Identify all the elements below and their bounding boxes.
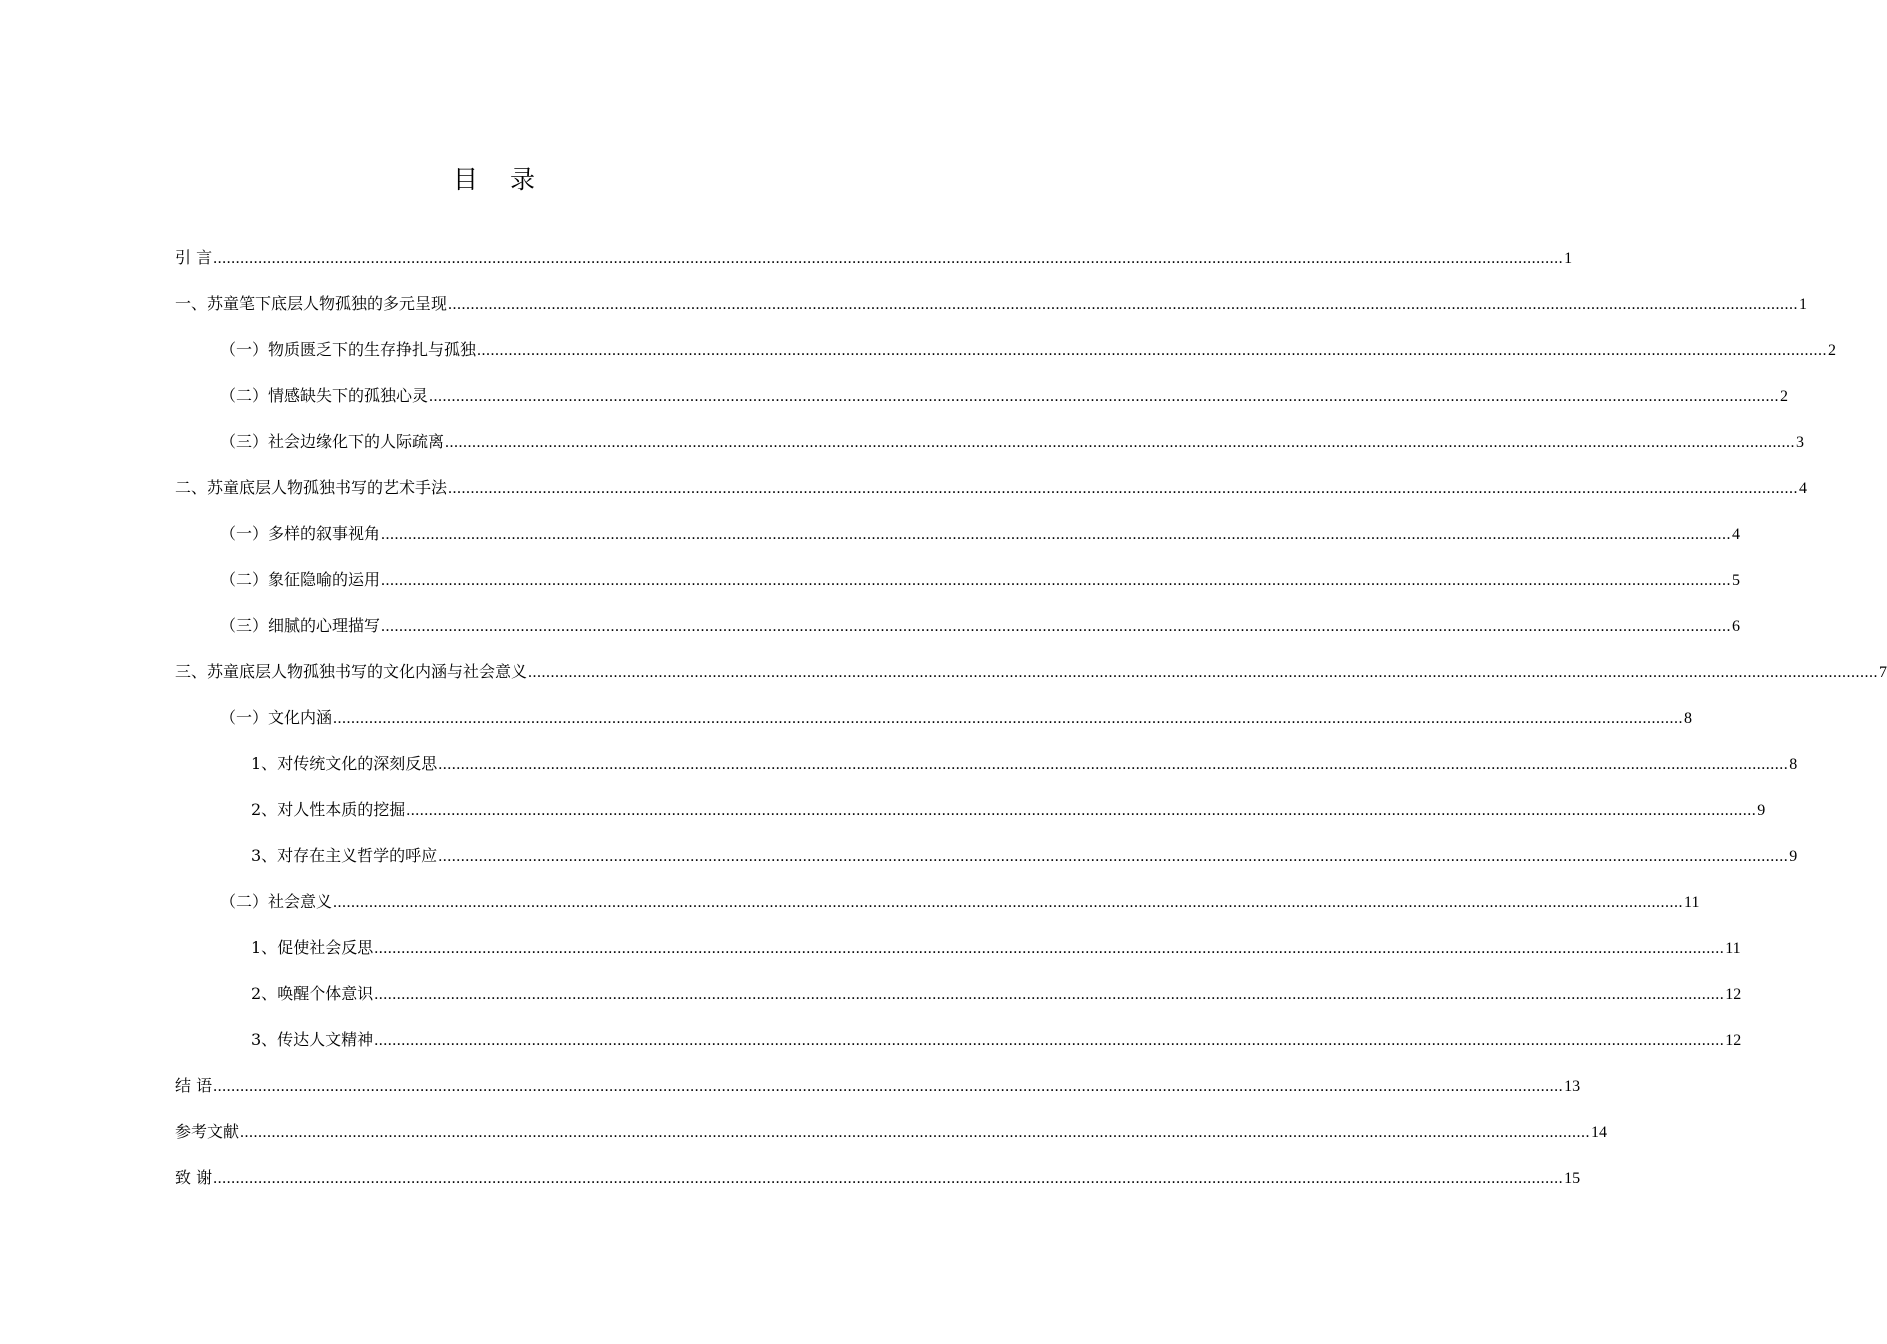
toc-entry-label: 苏童底层人物孤独书写的艺术手法 (207, 478, 448, 497)
toc-entry-prefix: （一） (220, 708, 269, 727)
toc-entry-references[interactable] (175, 1110, 1608, 1156)
toc-page-number: 1 (1799, 296, 1808, 313)
toc-page-number: 2 (1780, 388, 1789, 405)
toc-entry-prefix: （一） (220, 524, 269, 543)
toc-entry-prefix: 1、 (251, 754, 278, 773)
toc-entry-prefix: （二） (220, 386, 269, 405)
toc-entry-section-3-1-2[interactable] (175, 788, 1766, 834)
dot-leader: ............................................................................................................................................................................................................................................................................................................ (213, 1170, 1564, 1187)
toc-entry-prefix: 2、 (251, 800, 278, 819)
toc-entry-introduction[interactable] (175, 236, 1573, 282)
toc-page-number: 11 (1684, 894, 1700, 911)
toc-entry-label: 苏童底层人物孤独书写的文化内涵与社会意义 (207, 662, 528, 681)
toc-entry-label: 促使社会反思 (277, 938, 374, 957)
dot-leader: ............................................................................................................................................................................................................................................................................................................ (448, 480, 1799, 497)
toc-page-number: 7 (1879, 664, 1887, 681)
toc-entry-section-1-1[interactable] (175, 328, 1837, 374)
table-of-contents (175, 236, 1887, 1202)
dot-leader: ............................................................................................................................................................................................................................................................................................................ (213, 250, 1564, 267)
toc-entry-section-3-2-2[interactable] (175, 972, 1742, 1018)
toc-entry-section-1-3[interactable] (175, 420, 1805, 466)
toc-entry-label: 对人性本质的挖掘 (277, 800, 406, 819)
toc-entry-label: 致 谢 (175, 1168, 213, 1187)
toc-page-number: 4 (1799, 480, 1808, 497)
toc-entry-label: 多样的叙事视角 (268, 524, 381, 543)
toc-entry-conclusion[interactable] (175, 1064, 1581, 1110)
toc-entry-chapter-1[interactable] (175, 282, 1808, 328)
toc-page-number: 8 (1789, 756, 1798, 773)
toc-entry-label: 象征隐喻的运用 (268, 570, 381, 589)
toc-page-number: 11 (1725, 940, 1741, 957)
toc-entry-label: 参考文献 (175, 1122, 240, 1141)
toc-entry-label: 情感缺失下的孤独心灵 (268, 386, 429, 405)
dot-leader: ............................................................................................................................................................................................................................................................................................................ (381, 618, 1732, 635)
dot-leader: ............................................................................................................................................................................................................................................................................................................ (438, 848, 1789, 865)
toc-page-number: 9 (1757, 802, 1766, 819)
dot-leader: ............................................................................................................................................................................................................................................................................................................ (477, 342, 1828, 359)
toc-page-number: 12 (1725, 1032, 1742, 1049)
toc-page-number: 12 (1725, 986, 1742, 1003)
dot-leader: ............................................................................................................................................................................................................................................................................................................ (333, 894, 1684, 911)
dot-leader: ............................................................................................................................................................................................................................................................................................................ (213, 1078, 1564, 1095)
toc-page-number: 6 (1732, 618, 1741, 635)
toc-entry-prefix: 一、 (175, 294, 208, 313)
toc-entry-label: 苏童笔下底层人物孤独的多元呈现 (207, 294, 448, 313)
dot-leader: ............................................................................................................................................................................................................................................................................................................ (438, 756, 1789, 773)
toc-entry-chapter-2[interactable] (175, 466, 1808, 512)
toc-entry-label: 文化内涵 (268, 708, 333, 727)
toc-entry-section-3-2-3[interactable] (175, 1018, 1742, 1064)
toc-entry-label: 结 语 (175, 1076, 213, 1095)
dot-leader: ............................................................................................................................................................................................................................................................................................................ (381, 572, 1732, 589)
toc-entry-label: 细腻的心理描写 (268, 616, 381, 635)
toc-entry-prefix: （三） (220, 616, 269, 635)
toc-entry-prefix: 2、 (251, 984, 278, 1003)
toc-page-number: 8 (1684, 710, 1693, 727)
toc-entry-label: 3、传达人文精神 (251, 1030, 374, 1049)
toc-page-number: 15 (1564, 1170, 1581, 1187)
toc-page-number: 3 (1796, 434, 1805, 451)
toc-entry-section-3-2[interactable] (175, 880, 1700, 926)
toc-entry-label: 物质匮乏下的生存挣扎与孤独 (268, 340, 477, 359)
dot-leader: ............................................................................................................................................................................................................................................................................................................ (240, 1124, 1591, 1141)
toc-entry-section-3-1-3[interactable] (175, 834, 1798, 880)
toc-entry-label: 3、对存在主义哲学的呼应 (251, 846, 438, 865)
dot-leader: ............................................................................................................................................................................................................................................................................................................ (374, 940, 1725, 957)
toc-entry-prefix: （二） (220, 892, 269, 911)
toc-entry-chapter-3[interactable] (175, 650, 1887, 696)
toc-entry-prefix: （三） (220, 432, 269, 451)
toc-page-number: 1 (1564, 250, 1573, 267)
toc-entry-section-2-3[interactable] (175, 604, 1741, 650)
toc-entry-section-3-2-1[interactable] (175, 926, 1741, 972)
toc-entry-prefix: 二、 (175, 478, 208, 497)
dot-leader: ............................................................................................................................................................................................................................................................................................................ (374, 1032, 1725, 1049)
dot-leader: ............................................................................................................................................................................................................................................................................................................ (429, 388, 1780, 405)
dot-leader: ............................................................................................................................................................................................................................................................................................................ (406, 802, 1757, 819)
dot-leader: ............................................................................................................................................................................................................................................................................................................ (445, 434, 1796, 451)
toc-entry-acknowledgements[interactable] (175, 1156, 1581, 1202)
dot-leader: ............................................................................................................................................................................................................................................................................................................ (333, 710, 1684, 727)
toc-entry-prefix: 1、 (251, 938, 278, 957)
toc-entry-label: 引 言 (175, 248, 213, 267)
dot-leader: ............................................................................................................................................................................................................................................................................................................ (448, 296, 1799, 313)
toc-entry-label: 社会边缘化下的人际疏离 (268, 432, 445, 451)
dot-leader: ............................................................................................................................................................................................................................................................................................................ (374, 986, 1725, 1003)
toc-entry-label: 唤醒个体意识 (277, 984, 374, 1003)
toc-entry-label: 社会意义 (268, 892, 333, 911)
toc-entry-section-3-1-1[interactable] (175, 742, 1798, 788)
toc-page-number: 5 (1732, 572, 1741, 589)
toc-entry-prefix: 三、 (175, 662, 208, 681)
toc-entry-prefix: （二） (220, 570, 269, 589)
dot-leader: ............................................................................................................................................................................................................................................................................................................ (528, 664, 1879, 681)
toc-page-number: 9 (1789, 848, 1798, 865)
toc-page-number: 13 (1564, 1078, 1581, 1095)
dot-leader: ............................................................................................................................................................................................................................................................................................................ (381, 526, 1732, 543)
toc-entry-prefix: （一） (220, 340, 269, 359)
toc-entry-section-3-1[interactable] (175, 696, 1693, 742)
toc-entry-section-1-2[interactable] (175, 374, 1789, 420)
toc-entry-section-2-2[interactable] (175, 558, 1741, 604)
toc-page-number: 14 (1591, 1124, 1608, 1141)
toc-entry-label: 对传统文化的深刻反思 (277, 754, 438, 773)
toc-entry-section-2-1[interactable] (175, 512, 1741, 558)
toc-page-number: 2 (1828, 342, 1837, 359)
page-title: 目 录 (453, 165, 547, 194)
toc-page-number: 4 (1732, 526, 1741, 543)
